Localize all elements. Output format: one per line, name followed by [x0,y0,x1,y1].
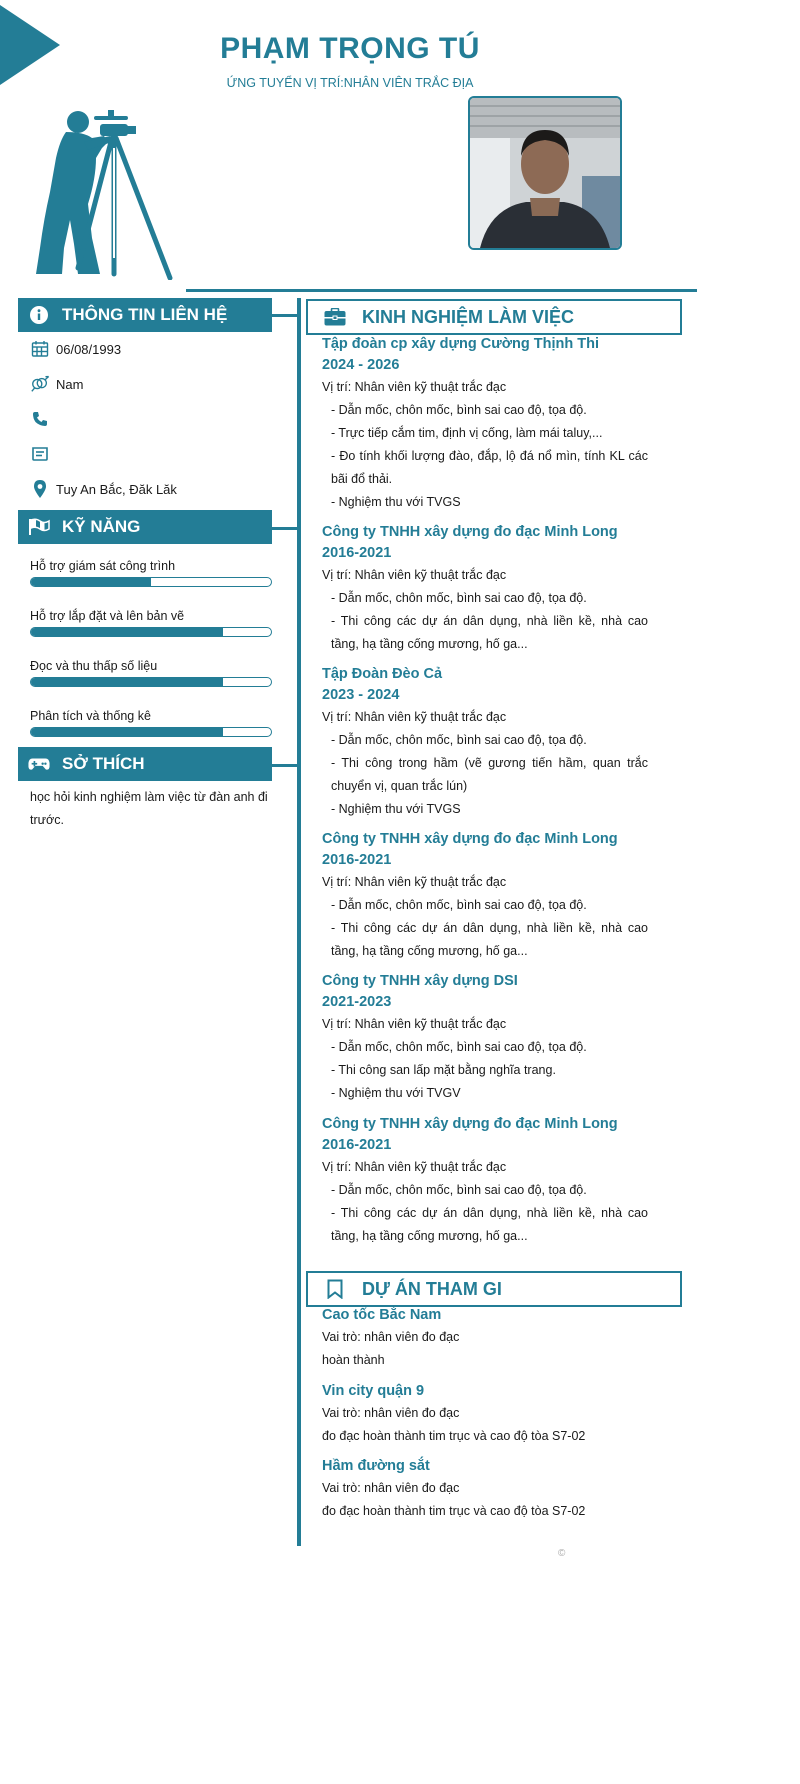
job-duty: - Thi công các dự án dân dụng, nhà liền kề, nhà cao tầng, hạ tầng cống mương, hố ga... [331,614,648,651]
contact-phone [30,408,56,430]
contact-email [30,443,56,465]
job-duty: - Dẫn mốc, chôn mốc, bình sai cao độ, tọa độ. [331,591,587,605]
job-duty: - Dẫn mốc, chôn mốc, bình sai cao độ, tọa độ. [331,898,587,912]
applied-position: ỨNG TUYỂN VỊ TRÍ:NHÂN VIÊN TRẮC ĐỊA [226,76,474,90]
candidate-name: PHẠM TRỌNG TÚ [220,32,480,65]
skills-section-title: KỸ NĂNG [62,517,141,536]
job-entry [322,664,648,821]
skill-label: Đọc và thu thấp số liệu [30,659,158,673]
gamepad-icon [28,753,50,775]
job-duty: - Dẫn mốc, chôn mốc, bình sai cao độ, tọa độ. [331,733,587,747]
experience-section-header [306,299,682,335]
project-name: Hầm đường sắt [322,1458,430,1474]
skill-bar [30,577,272,587]
job-duty: - Dẫn mốc, chôn mốc, bình sai cao độ, tọa độ. [331,1040,587,1054]
projects-section-header [306,1271,682,1307]
skill-bar-fill [31,678,223,686]
contact-section-header [18,298,272,332]
job-company: Công ty TNHH xây dựng đo đạc Minh Long [322,1116,618,1132]
project-result: hoàn thành [322,1353,385,1367]
job-entry [322,829,648,963]
job-years: 2016-2021 [322,852,392,868]
header-divider [186,289,697,292]
project-role: Vai trò: nhân viên đo đạc [322,1481,460,1495]
hobbies-section-title: SỞ THÍCH [62,754,145,773]
job-role: Vị trí: Nhân viên kỹ thuật trắc đạc [322,1160,507,1174]
project-name: Vin city quận 9 [322,1383,425,1399]
hobbies-text: học hỏi kinh nghiệm làm việc từ đàn anh đi trước. [30,790,268,827]
skills-header-connector [272,527,297,530]
job-company: Công ty TNHH xây dựng DSI [322,973,518,989]
contact-header-connector [272,314,297,317]
job-duty: - Dẫn mốc, chôn mốc, bình sai cao độ, tọa độ. [331,403,587,417]
projects-section-title: DỰ ÁN THAM GI [362,1278,502,1299]
job-role: Vị trí: Nhân viên kỹ thuật trắc đạc [322,710,507,724]
job-duty: - Nghiệm thu với TVGV [331,1086,461,1100]
skill-bar [30,727,272,737]
job-role: Vị trí: Nhân viên kỹ thuật trắc đạc [322,380,507,394]
profile-photo [468,96,622,250]
hobbies-section-header [18,747,272,781]
job-duty: - Thi công các dự án dân dụng, nhà liền kề, nhà cao tầng, hạ tầng cống mương, hố ga... [331,1206,648,1243]
skill-bar-fill [31,628,223,636]
contact-address [30,478,177,500]
job-years: 2023 - 2024 [322,687,400,703]
job-entry [322,522,648,656]
job-duty: - Nghiệm thu với TVGS [331,802,461,816]
job-duty: - Nghiệm thu với TVGS [331,495,461,509]
job-years: 2016-2021 [322,545,392,561]
portrait-image-icon [470,98,620,248]
calendar-icon [30,339,50,359]
job-company: Công ty TNHH xây dựng đo đạc Minh Long [322,831,618,847]
job-company: Công ty TNHH xây dựng đo đạc Minh Long [322,524,618,540]
skill-bar-fill [31,578,151,586]
flag-icon [28,516,50,538]
job-entry [322,334,648,514]
birthdate-value: 06/08/1993 [56,341,122,357]
email-icon [30,444,50,464]
project-result: đo đạc hoàn thành tim trục và cao độ tòa S7-02 [322,1504,586,1518]
footer-mark: © [558,1548,566,1559]
skills-section-header [18,510,272,544]
job-duty: - Thi công các dự án dân dụng, nhà liền kề, nhà cao tầng, hạ tầng cống mương, hố ga... [331,921,648,958]
contact-section-title: THÔNG TIN LIÊN HỆ [62,305,228,324]
project-name: Cao tốc Bắc Nam [322,1307,442,1323]
column-divider [297,298,301,1546]
job-duty: - Thi công trong hầm (vẽ gương tiến hầm, quan trắc chuyển vị, quan trắc lún) [331,756,648,793]
job-company: Tập đoàn cp xây dựng Cường Thịnh Thi [322,336,599,352]
info-icon [28,304,50,326]
gender-value: Nam [56,376,84,392]
skill-label: Hỗ trợ lắp đặt và lên bản vẽ [30,609,185,623]
skill-bar [30,677,272,687]
job-years: 2021-2023 [322,994,392,1010]
project-role: Vai trò: nhân viên đo đạc [322,1406,460,1420]
project-role: Vai trò: nhân viên đo đạc [322,1330,460,1344]
gender-icon [30,374,50,394]
hobbies-header-connector [272,764,297,767]
skill-label: Phân tích và thống kê [30,709,151,723]
job-years: 2024 - 2026 [322,357,400,373]
skill-bar-fill [31,728,223,736]
skill-bar [30,627,272,637]
location-pin-icon [30,479,50,499]
job-duty: - Dẫn mốc, chôn mốc, bình sai cao độ, tọa độ. [331,1183,587,1197]
job-duty: - Trực tiếp cắm tim, định vị cống, làm mái taluy,... [331,426,603,440]
job-duty: - Thi công san lấp mặt bằng nghĩa trang. [331,1063,556,1077]
project-result: đo đạc hoàn thành tim trục và cao độ tòa S7-02 [322,1429,586,1443]
job-role: Vị trí: Nhân viên kỹ thuật trắc đạc [322,1017,507,1031]
briefcase-icon [324,306,346,328]
project-entry [322,1381,652,1448]
surveyor-silhouette-icon [30,108,180,280]
experience-section-title: KINH NGHIỆM LÀM VIỆC [362,306,575,327]
job-duty: - Đo tính khối lượng đào, đắp, lộ đá nổ mìn, tính KL các bãi đổ thải. [331,449,648,486]
phone-icon [30,409,50,429]
job-role: Vị trí: Nhân viên kỹ thuật trắc đạc [322,568,507,582]
bookmark-icon [324,1278,346,1300]
address-value: Tuy An Bắc, Đăk Lăk [56,481,177,497]
project-entry [322,1456,652,1523]
job-entry [322,971,648,1105]
skill-label: Hỗ trợ giám sát công trình [30,559,176,573]
job-role: Vị trí: Nhân viên kỹ thuật trắc đạc [322,875,507,889]
contact-gender [30,373,83,395]
project-entry [322,1305,652,1372]
contact-birthdate [30,338,121,360]
job-company: Tập Đoàn Đèo Cả [322,666,443,682]
job-entry [322,1114,648,1248]
job-years: 2016-2021 [322,1137,392,1153]
